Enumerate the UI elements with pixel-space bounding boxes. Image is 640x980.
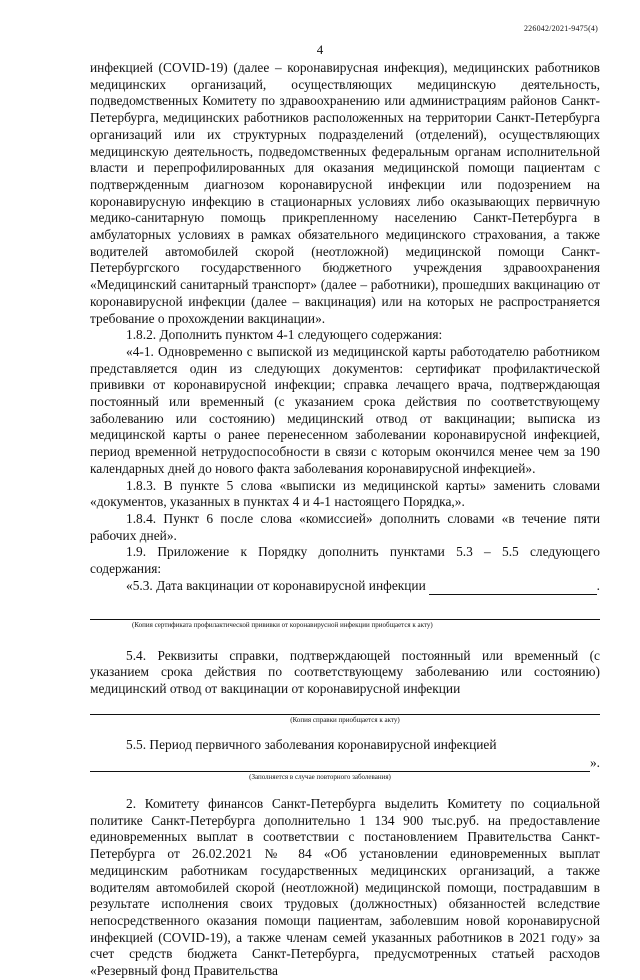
item-5-3-fill-line (429, 583, 597, 595)
paragraph-1-8-1-continued: инфекцией (COVID-19) (далее – коронавирусная инфекция), медицинских работников медицинских организаций, осуществляющих медицинскую деятельность, подведомственных Комитету по здравоохранению или администрациям районов Санкт-Петербурга, медицинских работников расположенных на территории Санкт-Петербурга организаций или их структурных подразделений (отделений), осуществляющих медицинскую деятельность, подведомственных федеральным органам исполнительной власти и перепрофилированных для оказания медицинской помощи пациентам с подтвержденным диагнозом коронавирусной инфекции или подозрением на коронавирусную инфекцию в стационарных условиях либо оказывающих первичную медико-санитарную помощь прикрепленному населению Санкт-Петербурга в амбулаторных условиях в рамках обязательного медицинского страхования, а также водителей автомобилей скорой (неотложной) медицинской помощи Санкт-Петербургского государственного бюджетного учреждения здравоохранения «Медицинский санитарный транспорт» (далее – работники), прошедших вакцинацию от коронавирусной инфекции (далее – вакцинация) или на которых не распространяется требование о прохождении вакцинации». (90, 60, 600, 326)
document-id: 226042/2021-9475(4) (523, 24, 598, 33)
paragraph-1-9: 1.9. Приложение к Порядку дополнить пунктами 5.3 – 5.5 следующего содержания: (90, 544, 600, 577)
item-5-5-fill-row (90, 755, 600, 772)
paragraph-1-8-4: 1.8.4. Пункт 6 после слова «комиссией» дополнить словами «в течение пяти рабочих дней». (90, 510, 600, 543)
item-5-5-fill-line (90, 760, 590, 772)
paragraph-1-8-3: 1.8.3. В пункте 5 слова «выписки из медицинской карты» заменить словами «документов, указанных в пунктах 4 и 4-1 настоящего Порядка,». (90, 477, 600, 510)
item-5-5 (90, 737, 600, 754)
item-5-4-fill-line (90, 700, 600, 715)
item-5-5-label: 5.5. Период первичного заболевания коронавирусной инфекцией (126, 736, 497, 752)
paragraph-1-8-2: 1.8.2. Дополнить пунктом 4-1 следующего содержания: (126, 327, 443, 343)
item-5-4-caption: (Копия справки приобщается к акту) (290, 715, 400, 724)
item-5-3-label: «5.3. Дата вакцинации от коронавирусной инфекции (126, 577, 426, 593)
page-number: 4 (316, 42, 324, 57)
paragraph-4-1: «4-1. Одновременно с выпиской из медицинской карты работодателю работником представляется один из следующих документов: сертификат профилактической прививки от коронавирусной инфекции; справка лечащего врача, подтверждающая постоянный или временный (с указанием срока действия по соответствующему заболеванию или состоянию) медицинский отвод от вакцинации; выписка из медицинской карты о ранее перенесенном заболевании коронавирусной инфекцией, период временной нетрудоспособности в связи с которым окончился менее чем за 190 календарных дней до нового факта заболевания коронавирусной инфекцией». (90, 343, 600, 476)
item-5-5-closing-quote: ». (589, 755, 600, 771)
item-5-3-second-line (90, 605, 600, 620)
item-5-4: 5.4. Реквизиты справки, подтверждающей постоянный или временный (с указанием срока действия по соответствующему заболеванию или состоянию) медицинский отвод от вакцинации от коронавирусной инфекции (90, 647, 600, 696)
item-5-3-caption: (Копия сертификата профилактической прививки от коронавирусной инфекции приобщается к акту) (132, 620, 433, 629)
document-body (90, 60, 600, 980)
paragraph-2: 2. Комитету финансов Санкт-Петербурга выделить Комитету по социальной политике Санкт-Петербурга дополнительно 1 134 900 тыс.руб. на предоставление единовременных выплат в соответствии с постановлением Правительства Санкт-Петербурга от 26.02.2021 № 84 «Об установлении единовременных выплат медицинским работникам государственных медицинских организаций, а также водителям автомобилей скорой (неотложной) медицинской помощи, пострадавшим в результате исполнения своих трудовых (должностных) обязанностей вследствие непосредственного оказания помощи пациентам, заболевшим новой коронавирусной инфекцией (COVID-19), а также членам семей указанных работников в 2021 году» за счет средств бюджета Санкт-Петербурга, предусмотренных статьей расходов «Резервный фонд Правительства (90, 796, 600, 979)
item-5-3: «5.3. Дата вакцинации от коронавирусной инфекции . (126, 577, 600, 593)
item-5-5-caption: (Заполняется в случае повторного заболевания) (249, 773, 391, 782)
